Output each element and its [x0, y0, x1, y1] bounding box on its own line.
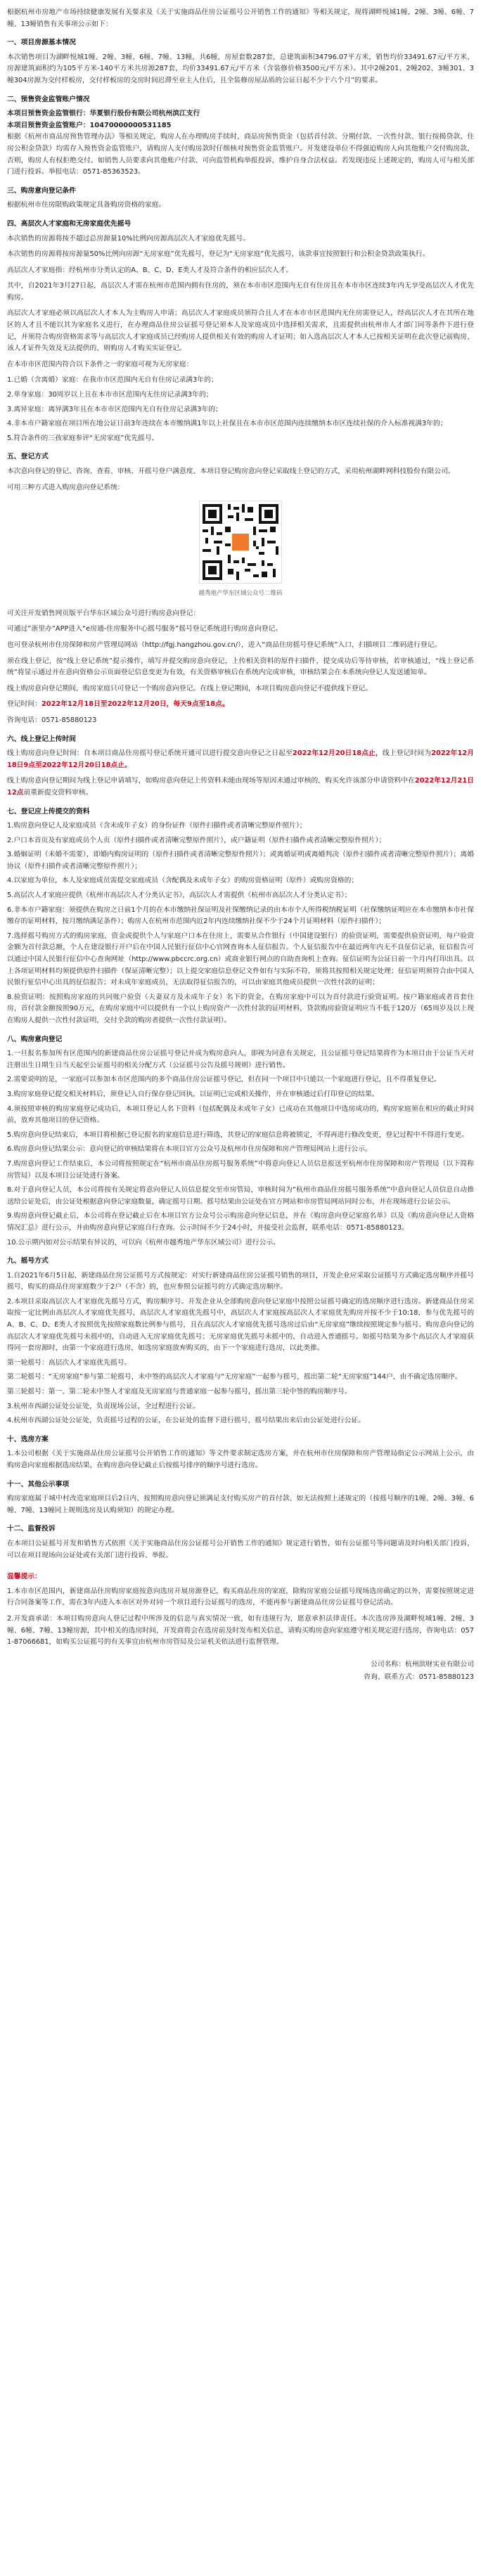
- list-item: 3.婚姻证明（未婚不需要），即婚内购房证明的（原件扫描件或者清晰完整原件照片）；或离婚证明或离婚判决（原件扫描件或者清晰完整原件照片）；离婚协议（原件扫描件或者清晰完整原件照片）；: [7, 851, 474, 870]
- list-item: 6.购房意向登记结果公示：意向登记的审核结果将在本项目官方公众号及杭州市住房保障和房产管理局网站上进行公示。: [7, 1145, 372, 1154]
- qr-code-image[interactable]: [199, 501, 282, 584]
- section-3-heading: 三、购房意向登记条件: [7, 186, 76, 195]
- section-3-text: 根据杭州市住房限购政策规定具备购房资格的家庭。: [7, 201, 166, 210]
- list-item: 3.购房家庭登记提交相关材料后，须登记人自行保存登记回执，以证明已完成相关操作，并在审核通过后打印登记的结果。: [7, 1090, 379, 1098]
- section-5-p5: 也可登录杭州市住房保障和房产管理局网站（http://fgj.hangzhou.gov.cn/），进入“商品住房摇号登记系统”入口，扫描项目二维码进行登记。: [7, 640, 442, 649]
- resubmit-text: 前重新提交资料审核。: [23, 788, 93, 797]
- section-10-text: 1.本公司根据《关于实施商品住房公证摇号公开销售工作的通知》等文件要求制定选房方案，并在杭州市住房保障和房产管理局指定公示网站上公示，由购房意向家庭根据选房结果，在购房意向登记截止后按摇号排序的顺序号进行选房。: [7, 1450, 474, 1469]
- list-item: 4.须按照审核的购房家庭登记成功后，本项目登记人名下资料（包括配偶及未成年子女）已成功在其他项目中选房成功的，购房家庭须在相应的截止时间前，放弃其他项目的登记资格。: [7, 1105, 474, 1125]
- section-4-heading: 四、高层次人才家庭和无房家庭优先摇号: [7, 219, 132, 228]
- registration-time: [7, 699, 474, 711]
- list-item: 7.购房意向登记工作结束后，本公司将按照规定在“杭州市商品住房摇号服务系统”中将意向登记人员信息报送至杭州市住房保障和房产管理局（以下简称房管局）以及本项目公证处进行备案。: [7, 1159, 474, 1180]
- list-item: 4.以家庭为单位，本人及家庭成员需提交家庭成员（含配偶及未成年子女）的购房资格证明（原件）或购房资格的；: [7, 877, 359, 885]
- list-item: 第三轮摇号：第一、第二轮未中签人才家庭及无房家庭与普通家庭一起参与摇号，摇出第三轮中签的购房顺序号。: [7, 1388, 352, 1396]
- list-item: 2.单身家庭：30周岁以上且在本市市区范围内无住房记录满3年的；: [7, 391, 213, 399]
- tips-title: 温馨提示：: [7, 1573, 41, 1581]
- list-item: 2.需要说明的是，一家庭可以参加本市区范围内的多个商品住房公证摇号登记，但在同一个项目中只能以一个家庭进行登记，且不得重复登记。: [7, 1076, 441, 1084]
- no-house-conditions-list: [7, 375, 474, 444]
- brand-logo-icon: [231, 532, 250, 552]
- resubmit-deadline: 2022年12月21日12点: [7, 777, 474, 797]
- section-6-heading: 六、线上登记上传时间: [7, 735, 76, 743]
- section-5-p1: 本次意向登记的登记、咨询、查看、审核、开摇号登户满意度、本项目登记购房意向登记采取线上登记的方式，采用杭州湖畔网科技股份有限公司。: [7, 468, 455, 475]
- section-4-p6: 在本市市区范围内符合以下条件之一的家庭可视为无房家庭：: [7, 360, 193, 368]
- section-4-p2: 本次销售的房源将按房源量50%比例向房源“无房家庭”优先摇号，登记为“无房家庭”优先摇号，该款事宜按照银行和公积金贷款政策执行。: [7, 250, 430, 259]
- section-5-p6: 须在线上登记，按“线上登记系统”提示操作，填写并提交购房意向登记，上传相关资料的原件扫描件，提交成功后等待审核，若审核通过，“线上登记系统”将显示通过并在意向资格公示页面登记信息变更为有效，有关资格审核后在系统内完成审核，审核结果会在本系统向登记人发送通知单。: [7, 657, 474, 677]
- section-6-p2: [7, 775, 474, 799]
- section-6-p1: [7, 748, 474, 771]
- section-5-p4: 可通过“浙里办”APP进入“e房通-住房服务中心摇号服务”摇号登记系统进行购房意向登记。: [7, 625, 283, 633]
- list-item: 3.杭州市西湖公证处公证处，负责现场公证，全过程进行公证。: [7, 1402, 200, 1410]
- list-item: 3.离异家庭：离异满3年且在本市市区范围内无自有住房记录满3年的；: [7, 405, 222, 413]
- contact-info: 咨询、联系方式：0571-85880123: [364, 1673, 474, 1681]
- section-8-heading: 八、购房意向登记: [7, 1035, 63, 1043]
- section-2-text: 根据《杭州市商品房预售管理办法》等相关规定，购房人在办理购房手续时，商品房预售资金（包括首付款、分期付款、一次性付款、银行按揭贷款、住房公积金贷款）均需存入预售资金监管账户，请购房人支付购房款时仔细核对预售资金监管账户。开发建设单位不得强迫购房人向其他账户交付购房款，否则，购房人有权拒绝交付。如销售人员要求向其他账户付款、可向监管机构举报投诉，维护自身合法权益。若发现违反上述规定的，购房人可与相关部门进行投诉。举报电话：0571-85363523。: [7, 133, 474, 176]
- list-item: 5.符合条件的三孩家庭参评“无房家庭”优先摇号。: [7, 434, 159, 442]
- registration-rules-list: [7, 1048, 474, 1249]
- registration-time-label: 登记时间：: [7, 700, 41, 709]
- section-4-p4: 其中，自2021年3月27日起，高层次人才需在杭州市范围内拥有住房的，须在本市市区范围内无自有住房且在本市市区连续3年内无享受高层次人才优先购房。: [7, 282, 474, 302]
- list-item: 2.本项目采取高层次人才家庭优先摇号方式，购房顺序号。开发企业从全部购房意向登记家庭中按照公证摇号确定的选房顺序进行选房。新建商品住房采取按一定比例由高层次人才家庭优先摇号，高层次人才家庭优先摇号中，高层次人才家庭按高层次人才家庭优先购房并按不少于10:18，参与优先摇号的A、B、C、D、E类人才按照优先按照家庭数比例参与摇号，且在高层次人才家庭优先摇号选房过后由“无房家庭”继续按照规定参与摇号。购房意向登记的高层次人才家庭优先摇号未摇中的，自动进入无房家庭优先摇号；无房家庭优先摇号未摇中的，自动进入普通摇号。如摇号结果为多个高层次人才家庭获得同一套房源时，由第一个家庭进行选房，如选房家庭放弃购买的，由下一个家庭进行选房，以此类推。: [7, 1297, 474, 1353]
- consult-phone: 咨询电话：0571-85880123: [7, 716, 97, 724]
- list-item: 第二轮摇号：“无房家庭”参与第二轮摇号，未中签的高层次人才家庭与“无房家庭”一起参与摇号，摇出第二轮“无房家庭”144户，由不确定选房顺序。: [7, 1373, 462, 1382]
- list-item: 1.一旦报名参加所有区范围内的新建商品住房公证摇号登记并成为购房意向人，即视为同意有关规定，且公证摇号登记结果将作为本项目由于公证当天对注册出生日期生日当天起至公证摇号的相关分配方式（公证摇号公告及摇号规则）进行销售。: [7, 1050, 474, 1069]
- list-item: 5.购房意向登记结束后，本项目将根据已登记报名的家庭信息进行筛选，其登记的家庭信息将被锁定，不得再进行修改变更，登记过程中不得进行变更。: [7, 1131, 468, 1139]
- list-item: 6.非本市户籍家庭：须提供在购房之日前1个月的在本市缴纳社保证明及社保缴纳记录的由本市个人所得税纳税证明（社保缴纳证明应在本市缴纳本市社保缴存的证明材料，按月缴纳满足条件）；购房人在杭州市范围内近2年内连续缴纳社保不少于24个月证明材料（原件扫描件）；: [7, 906, 474, 926]
- list-item: 第一轮摇号：高层次人才家庭优先摇号。: [7, 1358, 132, 1367]
- section-12-heading: 十二、监督投诉: [7, 1525, 56, 1533]
- section-1-heading: 一、项目房源基本情况: [7, 39, 76, 47]
- list-item: 10.公示期内如对公示结果有异议的，可以向《杭州市越秀地产华东区域公司》进行公示。: [7, 1238, 280, 1247]
- list-item: 9.购房意向登记截止后，本公司将在登记截止后在本项目官方公众号公示购房意向登记信息，并在《购房意向登记家庭名单》以及《购房意向登记人资格情况汇总》进行公示，并由购房意向登记家庭自行查询。公示时间不少于24小时，并接受社会监督，联系电话：0571-85880123。: [7, 1212, 474, 1232]
- section-1-text: 本次销售项目为湖畔悦城1幢、2幢、3幢、6幢、7幢、13幢，共6幢，房屋套数287套，总建筑面积34796.07平方米，销售均价33491.67元/平方米，房源建筑面积约为105平方米-140平方米共房源287套，均价33491.67元/平方米（含装修价格3500元/平方米）。其中2幢201、2幢202、3幢301、3幢304房源为交付样板房，交付样板房的交房时间迟滞至业主入住后，且全装修房屋品质的公证日起不少于六个月”的要求。: [7, 53, 474, 84]
- signature-block: [7, 1659, 474, 1684]
- section-4-p1: 本次销售的房源将按不超过总房源量10%比例向房源高层次人才家庭优先摇号。: [7, 234, 250, 243]
- qr-caption: 越秀地产华东区域公众号二维码: [198, 590, 283, 598]
- section-5-p7: 线上购房意向登记期间，购房家庭只可登记一个购房意向登记。在线上登记期间，本项目购房意向登记不提供线下登记。: [7, 684, 373, 693]
- section-10-heading: 十、选房方案: [7, 1435, 49, 1443]
- list-item: 2.户口本首页及有家庭成员个人页（原件扫描件或者清晰完整原件照片），或户籍证明（原件扫描件或者清晰完整原件照片）；: [7, 836, 386, 844]
- section-5-p3: 可关注开发销售网页版平台华东区域公众号进行购房意向登记：: [7, 609, 200, 617]
- list-item: 1.自2021年6月5日起，新建商品住房公证摇号方式按规定：对实行新建商品住房公证摇号销售的项目，开发企业应采取公证摇号方式确定选房顺序并摇号摇号，购买的商品住房家庭数少于2户（不含）的，也应参照公证摇号的方式确定选房顺序。: [7, 1271, 474, 1292]
- online-time-text: 线上登记时间为: [382, 749, 432, 758]
- tips-item: 1.本市市区范围内，新建商品住房购房家庭按意向选房开展房源登记，购买商品住房的家庭，除购房家庭公证摇号现场选房确定的以外，需要按照规定进行合同备案等工作，需在3年内进入本市区对外对同一个项目进行公证摇号的选房，不能再参与新建商品住房公证摇号登记活动。: [7, 1587, 474, 1607]
- online-deadline: 2022年12月20日18点止，: [292, 749, 383, 758]
- supervision-bank: 本项目预售资金监管银行：华夏银行股份有限公司杭州滨江支行: [7, 110, 200, 118]
- list-item: 8.对于意向登记人员，本公司将按有关规定将意向登记人员信息提交至市房管局，审核时间为“杭州市商品住房摇号服务系统”中意向登记人员信息自动推送给公证处后，由公证处根据意向登记家庭数量，确定摇号日期。摇号结果由公证处在官方网站和市房管局网站同时公布，并在现场进行公证公示。: [7, 1186, 474, 1206]
- tips-block: [7, 1571, 474, 1649]
- online-period: 2022年12月18日9点至2022年12月20日18点止。: [7, 749, 475, 769]
- list-item: 5.高层次人才家庭应提供《杭州市高层次人才分类认定书》，高层次人才需提供《杭州市高层次人才分类认定书》；: [7, 891, 352, 900]
- list-item: 1.已婚（含离婚）家庭：在我市市区范围内无自有住房记录满3年的；: [7, 376, 218, 385]
- section-5-p2: 可用三种方式进入购房意向登记系统：: [7, 483, 124, 491]
- section-12-text: 在本项目公证摇号开发和销售方式依照《关于实施商品住房公证摇号公开销售工作的通知》规定进行销售，如有公证摇号等问题请及时向相关部门投诉，可以在项目现场向公证处或有关部门进行投诉、举报。: [7, 1539, 474, 1559]
- list-item: 7.选择摇号购房方式的购房家庭，资金或提供个人与家庭户口本在住房上，需要从合作银行（中国建设银行）的验资证明，需要提供验资证明，每户验资金额为首付款总额，个人在建设银行开户后在中国人民银行征信中心官网查询本人征信报告。个人征信报告中在最近两年内无不良征信记录，征信报告可以通过中国人民银行征信中心查询网址（http://www.pbccrc.org.cn）或商业银行网点的自助查询机上查询。征信证明为公证日前一个月内打印出具。以上各项证明材料均须提供原件扫描件（保证清晰完整）；以上提交家庭信息登记文件如有与实际不符，须将其按照相关规定处理；征信证明须符合由中国人民银行征信中心出具的征信报告；对未成年家庭成员，无法取得征信报告的，可以由家庭其他成员提供一次性付款的证明；: [7, 932, 474, 987]
- supervision-account: 本项目预售资金监管账户：10470000000531185: [7, 121, 172, 129]
- list-item: 1.购房意向登记人及家庭成员（含未成年子女）的身份证件（原件扫描件或者清晰完整原件照片）；: [7, 822, 307, 830]
- lottery-method-list: [7, 1270, 474, 1427]
- section-5-heading: 五、登记方式: [7, 453, 49, 461]
- section-9-heading: 九、摇号方式: [7, 1257, 49, 1266]
- list-item: 8.验资证明：按照购房家庭的共同账户验资（夫妻双方及未成年子女）名下的资金，在购房家庭中可以为首付款进行验资证明。按户籍家庭或者首套住房，首付款金额按照90万元，在购房家庭中可以提供有一个以上购房资产一次性付款的证明材料，贷款购房验资证明应当不低于120万（65周岁及以上现在购房人提供一次性付款证明，交付全款的购房者提供一次性付款证明）。: [7, 993, 474, 1024]
- qr-code-block: [7, 501, 474, 600]
- section-4-p5: 高层次人才家庭必须以高层次人才本人为主购房人申请；高层次人才家庭成员须符合且人才在本市市区范围内无住房需登记人，经高层次人才在其所在地区的人才且不能以其为家庭名义进行，在办理商品住房公证摇号登记须本人及家庭成员中选择相关需求，且需提供由杭州市人才部门同等条件下进行登记，并须符合购房资格需求等与高层次人才家庭成员已经购房人提供相关有效的购房人才证明；如入选高层次人才本人已按相关证明在此次登记前购房，该人才证件失效及无法提供的，则购房人才购买实证登记。: [7, 309, 474, 353]
- company-name: 公司名称：杭州滨财实业有限公司: [371, 1660, 474, 1668]
- section-7-heading: 七、登记应上传提交的资料: [7, 807, 90, 816]
- section-2-heading: 二、预售资金监管账户情况: [7, 95, 90, 103]
- resubmit-text: 线上购房意向登记期间为线上登记申请填写，如购房意向登记上传资料未能由现场等原因未通过审核的，购买允许该部分申请资料中在: [7, 777, 415, 785]
- registration-time-value: 2022年12月18日至2022年12月20日，每天9点至18点。: [41, 700, 229, 709]
- online-time-text: 线上购房意向登记时间：自本项目商品住房摇号登记系统开通可以进行提交意向登记之日起至: [7, 749, 293, 758]
- intro-paragraph: 根据杭州市房地产市场持续健康发展有关要求及《关于实施商品住房公证摇号公开销售工作的通知》等相关规定，现将湖畔悦城1幢、2幢、3幢、6幢、7幢、13幢销售有关事项公示如下：: [7, 8, 474, 28]
- list-item: 4.非本市户籍家庭在项目所在地公证日前3年连续在本市缴纳满1年以上社保且在本市市区范围内连续缴纳本市区连续社保的介入标准视满3年的；: [7, 420, 447, 428]
- materials-list: [7, 820, 474, 1027]
- tips-item: 2.开发商承诺：本项目购房意向人登记过程中所涉及的信息与真实情况一致，如有违规行为，愿意承担法律责任。本次选房涉及湖畔悦城1幢、2幢、3幢、6幢、7幢、13幢房源，其中相关的选房时间，开发商将会在选房前及时发布相关信息，请购买购房意向家庭遵守相关规定进行选房，咨询电话：0571-87066681，如购买公证摇号的有关事宜由杭州市房管局及公证机关依法进行监督管理。: [7, 1614, 474, 1647]
- section-4-p3: 高层次人才家庭指：经杭州市分类认定的A、B、C、D、E类人才及符合条件的相应层次人才。: [7, 266, 293, 274]
- section-11-text: 购房家庭属于城中村改造家庭项目后2日内、按照购房意向登记须满足支付购买房产的首付款、如无法按照上述规定的（按摇号顺序的1幢、2幢、3幢、6幢、7幢、13幢同上规则选房及认购须知）的规定办理。: [7, 1495, 474, 1514]
- list-item: 4.杭州市西湖公证处公证处，负责摇号过程的公证，在公证处的监督下进行摇号，摇号结果出来后由公证处进行公证。: [7, 1417, 365, 1425]
- section-11-heading: 十一、其他公示事项: [7, 1480, 70, 1488]
